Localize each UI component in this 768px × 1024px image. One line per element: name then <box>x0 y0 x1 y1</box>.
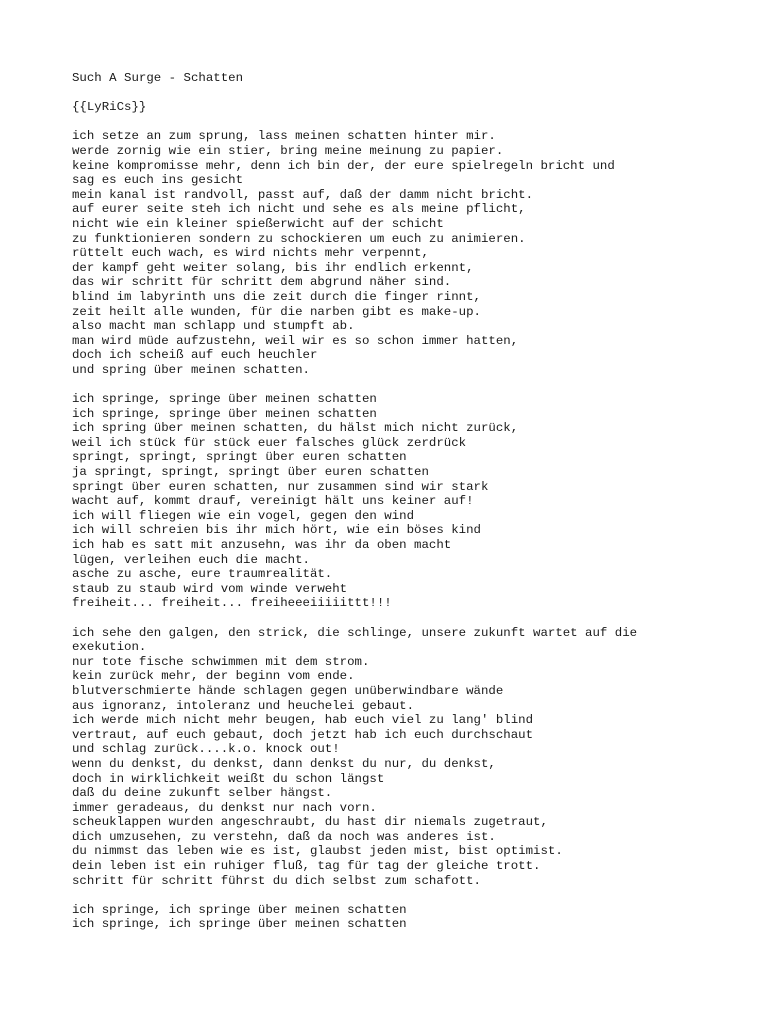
lyric-line: nicht wie ein kleiner spießerwicht auf der schicht <box>72 216 444 231</box>
lyrics-tag: {{LyRiCs}} <box>72 100 147 115</box>
lyric-line: asche zu asche, eure traumrealität. <box>72 567 333 582</box>
lyric-line: sag es euch ins gesicht <box>72 173 244 188</box>
lyric-line: ja springt, springt, springt über euren schatten <box>72 465 429 480</box>
lyric-line: ich werde mich nicht mehr beugen, hab euch viel zu lang' blind <box>72 713 534 728</box>
spacer <box>72 86 762 101</box>
lyric-line: blind im labyrinth uns die zeit durch die finger rinnt, <box>72 289 481 304</box>
lyric-line: und schlag zurück....k.o. knock out! <box>72 742 340 757</box>
lyric-line: lügen, verleihen euch die macht. <box>72 552 310 567</box>
lyric-line: also macht man schlapp und stumpft ab. <box>72 319 355 334</box>
lyric-line: aus ignoranz, intoleranz und heuchelei gebaut. <box>72 698 415 713</box>
spacer <box>72 888 762 903</box>
lyric-line: springt, springt, springt über euren schatten <box>72 450 407 465</box>
lyric-line: man wird müde aufzustehn, weil wir es so schon immer hatten, <box>72 333 519 348</box>
spacer <box>72 377 762 392</box>
lyric-line: vertraut, auf euch gebaut, doch jetzt hab ich euch durchschaut <box>72 727 534 742</box>
lyric-line: wacht auf, kommt drauf, vereinigt hält uns keiner auf! <box>72 494 474 509</box>
lyric-line: ich springe, springe über meinen schatten <box>72 406 377 421</box>
lyric-line: ich will schreien bis ihr mich hört, wie ein böses kind <box>72 523 481 538</box>
lyric-line: scheuklappen wurden angeschraubt, du hast dir niemals zugetraut, <box>72 815 548 830</box>
stanza <box>72 129 762 377</box>
lyric-line: ich setze an zum sprung, lass meinen schatten hinter mir. <box>72 129 496 144</box>
lyric-line: ich springe, springe über meinen schatten <box>72 392 377 407</box>
lyric-line: freiheit... freiheit... freiheeeiiiiittt!!! <box>72 596 392 611</box>
spacer <box>72 115 762 130</box>
lyric-line: doch in wirklichkeit weißt du schon längst <box>72 771 385 786</box>
lyric-line: du nimmst das leben wie es ist, glaubst jeden mist, bist optimist. <box>72 844 563 859</box>
lyric-line: nur tote fische schwimmen mit dem strom. <box>72 654 370 669</box>
lyric-line: zu funktionieren sondern zu schockieren um euch zu animieren. <box>72 231 526 246</box>
lyric-line: ich springe, ich springe über meinen schatten <box>72 917 407 932</box>
lyric-line: auf eurer seite steh ich nicht und sehe es als meine pflicht, <box>72 202 526 217</box>
lyric-line: schritt für schritt führst du dich selbst zum schafott. <box>72 873 481 888</box>
lyric-line: weil ich stück für stück euer falsches glück zerdrück <box>72 435 467 450</box>
lyric-line: ich springe, ich springe über meinen schatten <box>72 902 407 917</box>
lyric-line: der kampf geht weiter solang, bis ihr endlich erkennt, <box>72 260 474 275</box>
lyric-line: zeit heilt alle wunden, für die narben gibt es make-up. <box>72 304 481 319</box>
stanza <box>72 626 762 889</box>
lyric-line: ich sehe den galgen, den strick, die schlinge, unsere zukunft wartet auf die <box>72 625 638 640</box>
lyric-line: mein kanal ist randvoll, passt auf, daß der damm nicht bricht. <box>72 187 534 202</box>
lyrics-document <box>72 71 762 932</box>
spacer <box>72 611 762 626</box>
lyric-line: rüttelt euch wach, es wird nichts mehr verpennt, <box>72 246 429 261</box>
lyric-line: dein leben ist ein ruhiger fluß, tag für tag der gleiche trott. <box>72 859 541 874</box>
lyric-line: ich hab es satt mit anzusehn, was ihr da oben macht <box>72 538 452 552</box>
lyric-line: dich umzusehen, zu verstehn, daß da noch was anderes ist. <box>72 829 496 844</box>
lyric-line: doch ich scheiß auf euch heuchler <box>72 348 318 363</box>
lyric-line: das wir schritt für schritt dem abgrund näher sind. <box>72 275 452 290</box>
lyric-line: blutverschmierte hände schlagen gegen unüberwindbare wände <box>72 683 504 698</box>
lyric-line: staub zu staub wird vom winde verweht <box>72 581 348 596</box>
song-title: Such A Surge - Schatten <box>72 71 244 85</box>
lyrics-body <box>72 129 762 932</box>
lyric-line: exekution. <box>72 640 147 655</box>
lyric-line: kein zurück mehr, der beginn vom ende. <box>72 669 355 684</box>
lyric-line: ich will fliegen wie ein vogel, gegen den wind <box>72 508 415 523</box>
lyric-line: und spring über meinen schatten. <box>72 362 310 377</box>
lyric-line: immer geradeaus, du denkst nur nach vorn. <box>72 800 377 815</box>
stanza <box>72 903 762 932</box>
lyric-line: wenn du denkst, du denkst, dann denkst du nur, du denkst, <box>72 756 496 771</box>
lyric-line: keine kompromisse mehr, denn ich bin der, der eure spielregeln bricht und <box>72 158 615 173</box>
lyric-line: werde zornig wie ein stier, bring meine meinung zu papier. <box>72 143 504 158</box>
stanza <box>72 392 762 611</box>
lyric-line: daß du deine zukunft selber hängst. <box>72 786 333 801</box>
lyric-line: springt über euren schatten, nur zusammen sind wir stark <box>72 479 489 494</box>
lyric-line: ich spring über meinen schatten, du hälst mich nicht zurück, <box>72 421 519 436</box>
